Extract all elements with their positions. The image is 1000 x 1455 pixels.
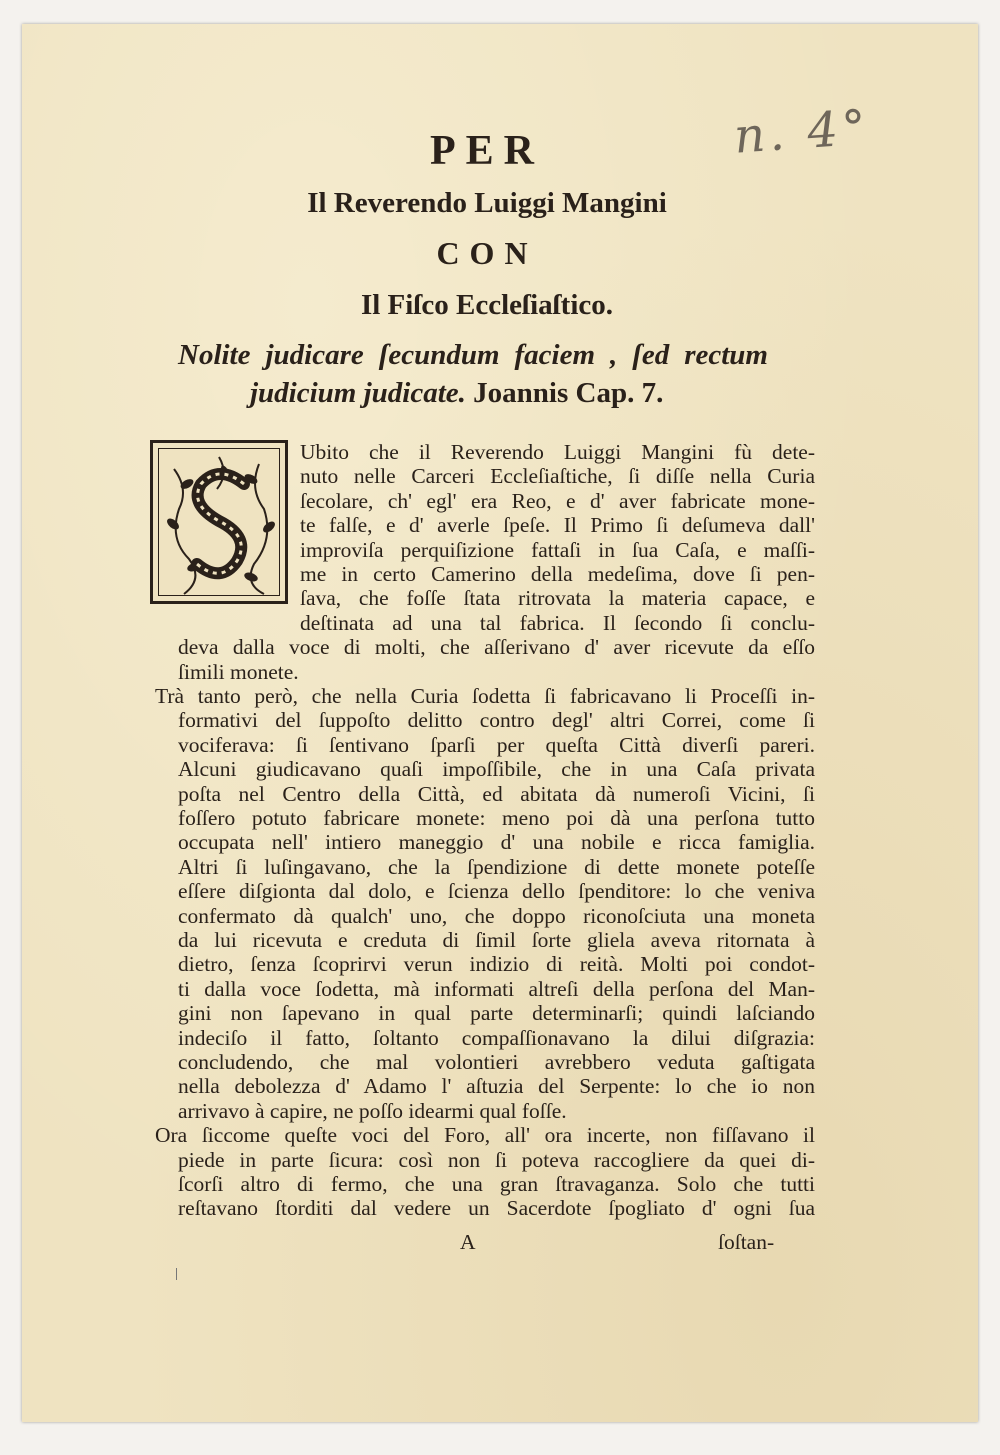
text-line: Altri ſi luſingavano, che la ſpendizione di dette monete poteſſe: [178, 854, 815, 879]
text-line: foſſero potuto fabricare monete: meno poi dà una perſona tutto: [178, 806, 815, 830]
handwritten-note: n. 4°: [732, 99, 872, 165]
text-line: occupata nell' intiero maneggio d' una nobile e ricca famiglia.: [178, 830, 815, 855]
motto-line-2: [250, 376, 663, 410]
text-line: Alcuni giudicavano quaſi impoſſibile, che in una Caſa privata: [178, 757, 815, 782]
text-line: ſimili monete.: [178, 659, 299, 684]
text-line: deva dalla voce di molti, che aſſerivano d' aver ricevute da eſſo: [178, 635, 815, 660]
text-line: formativi del ſuppoſto delitto contro degl' altri Correi, come ſi: [178, 708, 815, 733]
motto-line-1: Nolite judicare ſecundum faciem , ſed rectum: [178, 339, 768, 371]
motto-reference: Joannis Cap. 7.: [473, 377, 664, 409]
text-line: concludendo, che mal volontieri avrebbero veduta gaſtigata: [178, 1050, 815, 1074]
text-line: gini non ſapevano in qual parte determinarſi; quindi laſciando: [178, 1001, 815, 1026]
text-line: ſcorſi altro di fermo, che una gran ſtravaganza. Solo che tutti: [178, 1172, 815, 1196]
text-line: improviſa perquiſizione fattaſi in ſua Caſa, e maſſi-: [300, 537, 815, 562]
text-line: Ora ſiccome queſte voci del Foro, all' ora incerte, non fiſſavano il: [155, 1123, 815, 1148]
title-per: PER: [430, 128, 544, 174]
text-line: vociferava: ſi ſentivano ſparſi per queſta Città diverſi pareri.: [178, 732, 815, 757]
signature-mark: A: [460, 1230, 476, 1254]
margin-mark: [176, 1268, 177, 1280]
text-line: da lui ricevuta e creduta di ſimil ſorte gliela aveva ritornata à: [178, 928, 815, 952]
text-line: nella debolezza d' Adamo l' aſtuzia del Serpente: lo che io non: [178, 1074, 815, 1099]
text-line: confermato dà qualch' uno, che doppo riconoſciuta una moneta: [178, 903, 815, 928]
motto-line-2-text: judicium judicate.: [250, 377, 466, 409]
text-line: deſtinata ad una tal fabrica. Il ſecondo ſi conclu-: [300, 610, 815, 635]
text-line: eſſere diſgionta dal dolo, e ſcienza dello ſpenditore: lo che veniva: [178, 879, 815, 904]
catchword: ſoſtan-: [718, 1230, 775, 1254]
text-line: ſecolare, ch' egl' era Reo, e d' aver fabricate mone-: [300, 488, 815, 513]
text-line: ti dalla voce ſodetta, mà informati altreſi della perſona del Man-: [178, 976, 815, 1001]
decorated-initial-frame: [158, 448, 280, 596]
text-line: piede in parte ſicura: così non ſi poteva raccogliere da quei di-: [178, 1147, 815, 1172]
text-line: me in certo Camerino della medeſima, dove ſi pen-: [300, 562, 815, 586]
title-con: CON: [436, 235, 538, 271]
text-line: ſava, che foſſe ſtata ritrovata la materia capace, e: [300, 586, 815, 611]
serpent-initial-s-icon: [159, 449, 283, 599]
text-line: dietro, ſenza ſcoprirvi verun indizio di reità. Molti poi condot-: [178, 952, 815, 977]
text-line: reſtavano ſtorditi dal vedere un Sacerdote ſpogliato d' ogni ſua: [178, 1196, 815, 1221]
title-reverendo: Il Reverendo Luiggi Mangini: [307, 187, 667, 219]
text-line: nuto nelle Carceri Eccleſiaſtiche, ſi diſſe nella Curia: [300, 464, 815, 489]
text-line: indeciſo il fatto, ſoltanto compaſſionavano la dilui diſgrazia:: [178, 1025, 815, 1050]
text-line: Trà tanto però, che nella Curia ſodetta ſi fabricavano li Proceſſi in-: [155, 684, 815, 708]
text-line: te falſe, e d' averle ſpeſe. Il Primo ſi deſumeva dall': [300, 513, 815, 538]
text-line: arrivavo à capire, ne poſſo idearmi qual foſſe.: [178, 1098, 567, 1123]
text-line: Ubito che il Reverendo Luiggi Mangini fù dete-: [300, 440, 815, 464]
title-fisco: Il Fiſco Eccleſiaſtico.: [360, 289, 614, 321]
decorated-initial: [150, 440, 288, 604]
text-line: poſta nel Centro della Città, ed abitata dà numeroſi Vicini, ſi: [178, 781, 815, 806]
